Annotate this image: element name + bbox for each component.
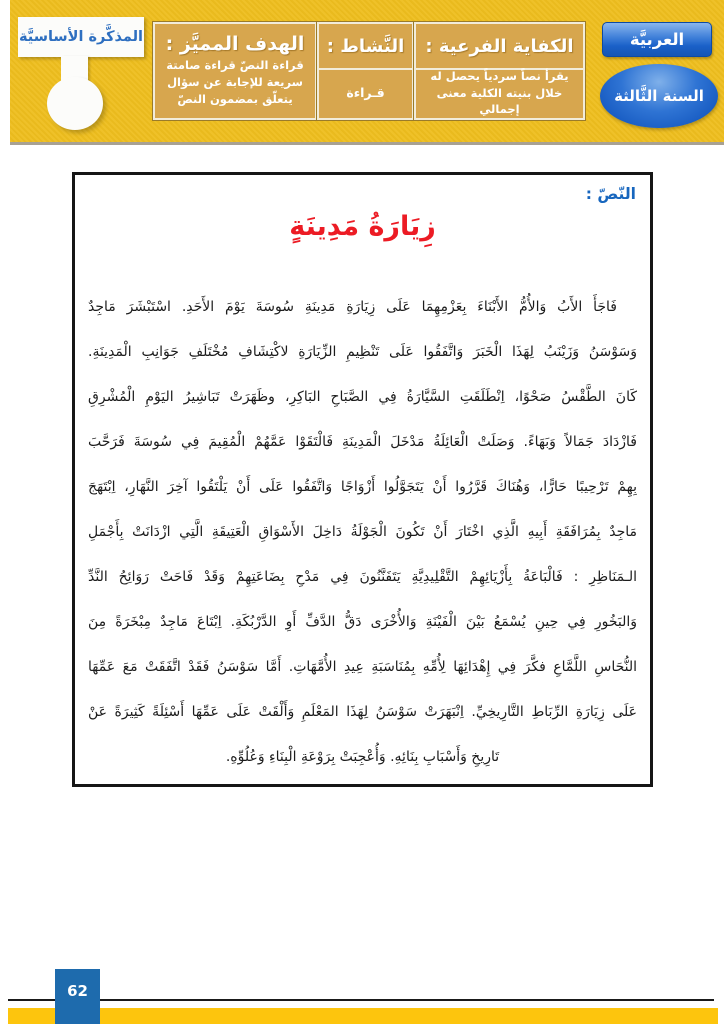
- story-line: وَالبَخُورِ فِي حِينِ يُسْمَعُ بَيْنَ الْفَيْنَةِ وَالأُخْرَى دَقُّ الدَّفِّ أَوِ الدَّرْبُكَةِ. اِبْتَاعَ مَاجِدٌ مِبْخَرَةً مِنَ: [88, 614, 637, 630]
- story-line: كَانَ الطَّقْسُ صَحْوًا، اِنْطَلَقَتِ السَّيَّارَةُ فِي الصَّبَاحِ البَاكِرِ، وظَهَرَتْ تَبَاشِيرُ اليَوْمِ الْمُشْرِقِ: [88, 389, 637, 405]
- story-line: وَسَوْسَنُ وَزَيْنَبُ لِهَذَا الْخَبَرَ وَاتَّفَقُوا عَلَى تَنْظِيمِ الزِّيَارَةِ لاكْتِشَافِ مُخْتَلَفِ جَوَانِبِ الْمَدِينَةِ.: [88, 344, 637, 360]
- story-line: فَازْدَادَ جَمَالاً وَبَهَاءً. وَصَلَتْ الْعَائِلَةُ مَدْخَلَ الْمَدِينَةِ فَالْتَقَوْا عَمَّهُمْ الْمُقِيمَ فِي سُوسَةَ فَرَحَّبَ: [88, 434, 637, 450]
- footer-bar: [8, 1008, 718, 1024]
- story-line: فَاجَأَ الأَبُ وَالأُمُّ الأَبْنَاءَ بِعَزْمِهِمَا عَلَى زِيَارَةِ مَدِينَةِ سُوسَةَ يَوْمَ الأَحَدِ. اسْتَبْشَرَ مَاجِدٌ: [88, 299, 617, 315]
- memo-label: المذكَّرة الأساسيَّة: [18, 17, 144, 57]
- objective-body: قراءة النصّ قراءة صامتة سريعة للإجابة عن سؤال يتعلّق بمضمون النصّ: [166, 57, 304, 107]
- story-line: النُّحَاسِ اللَّمَّاعِ فكَّرَ فِي إِهْدَائِهَا لِأُمِّهِ بِمُنَاسَبَةِ عِيدِ الأُمَّهَاتِ. أَمَّا سَوْسَنُ فَقَدْ اتَّفَقَتْ مَعَ عَمِّهَا: [88, 659, 637, 675]
- story-line: مَاجِدٌ بِمُرَافَقَةِ أَبِيهِ الَّذِي اخْتَارَ أَنْ تَكُونَ الْجَوْلَةُ دَاخِلَ الأَسْوَاقِ الْعَتِيقَةِ الَّتِي ازْدَانَتْ بِأَجْمَلِ: [88, 524, 637, 540]
- text-label: النّصّ :: [585, 185, 636, 203]
- objective-title: الهدف المميَّز :: [165, 32, 305, 55]
- objective-box: [153, 22, 317, 120]
- header-band: [10, 0, 724, 142]
- activity-title: النَّشاط :: [319, 24, 412, 70]
- footer-rule: [8, 999, 714, 1001]
- memo-pin-ball-icon: [47, 77, 103, 130]
- story-line: عَلَى زِيَارَةِ الرِّبَاطِ التَّارِيخِيِّ. اِنْبَهَرَتْ سَوْسَنُ لِهَذَا المَعْلَمِ وَأَلْقَتْ عَلَى عَمِّهَا أَسْئِلَةً كَثِيرَةً عَنْ: [88, 704, 637, 720]
- activity-box: [317, 22, 414, 120]
- competency-title: الكفاية الفرعية :: [416, 24, 583, 70]
- activity-body: قـراءة: [346, 84, 385, 100]
- competency-body: يقرأ نصاً سردياً يحصل له خلال بنيته الكلية معنى إجمالي: [430, 69, 569, 117]
- story-line: تَارِيخِ وَأَسْبَابِ بِنَائِهِ. وَأُعْجِبَتْ بِرَوْعَةِ الْبِنَاءِ وَعُلُوِّهِ.: [225, 749, 500, 765]
- text-frame: [72, 172, 653, 787]
- story-line: بِهِمْ تَرْحِيبًا حَارًّا، وَهُنَاكَ قَرَّرُوا أَنْ يَتَجَوَّلُوا أَزْوَاجًا وَاتَّفَقُوا عَلَى أَنْ يَلْتَقُوا آخِرَ النَّهَارِ، اِبْتَهَجَ: [88, 479, 637, 495]
- page-number-tab: [55, 969, 100, 1024]
- story-paragraph: [88, 285, 637, 780]
- page-number: 62: [67, 982, 88, 1000]
- competency-box: [414, 22, 585, 120]
- story-line: الـمَنَاظِرِ : فَالْبَاعَةُ بِأَزْيَائِهِمْ التَّقْلِيدِيَّةِ يَتَفَنَّنُونَ فِي مَدْحِ بِضَاعَتِهِمْ وَقَدْ فَاحَتْ رَوَائِحُ النَّدِّ: [88, 569, 637, 585]
- story-title: زِيَارَةُ مَدِينَةٍ: [289, 211, 436, 242]
- subject-badge: العربيَّة: [602, 22, 712, 57]
- year-badge: السنة الثَّالثة: [600, 64, 718, 128]
